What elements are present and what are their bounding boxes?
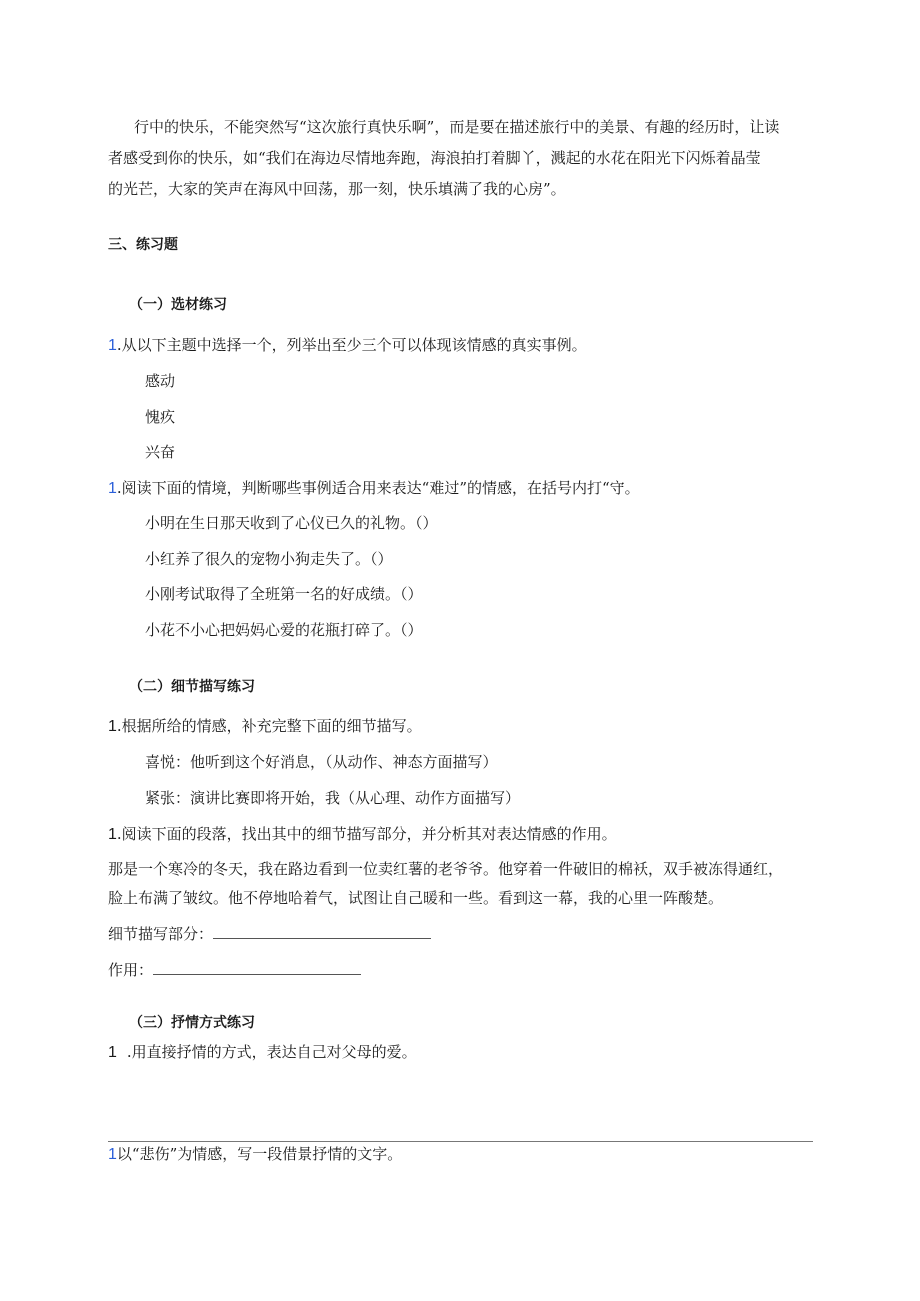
option-item: 愧疚 xyxy=(145,408,176,426)
detail-item: 喜悦：他听到这个好消息，（从动作、神态方面描写） xyxy=(145,753,498,771)
question-text: .用直接抒情的方式，表达自己对父母的爱。 xyxy=(126,1043,417,1061)
question-text: .根据所给的情感，补充完整下面的细节描写。 xyxy=(116,717,422,735)
part3-q2 xyxy=(108,1143,402,1164)
question-number: 1 xyxy=(108,1044,117,1061)
intro-line-2: 者感受到你的快乐，如“我们在海边尽情地奔跑，海浪拍打着脚丫，溅起的水花在阳光下闪烁着晶莹 xyxy=(108,149,761,167)
effect-answer-blank[interactable] xyxy=(153,960,361,975)
effect-label: 作用： xyxy=(108,961,154,979)
scenario-item: 小刚考试取得了全班第一名的好成绩。（） xyxy=(145,585,423,603)
scenario-item: 小明在生日那天收到了心仪已久的礼物。（） xyxy=(145,514,438,532)
option-item: 兴奋 xyxy=(145,443,176,461)
part1-q1 xyxy=(108,334,587,355)
passage-line-2: 脸上布满了皱纹。他不停地哈着气，试图让自己暖和一些。看到这一幕，我的心里一阵酸楚。 xyxy=(108,889,724,907)
detail-label: 细节描写部分： xyxy=(108,925,214,943)
intro-line-1: 行中的快乐，不能突然写“这次旅行真快乐啊”，而是要在描述旅行中的美景、有趣的经历时，让读 xyxy=(134,118,780,136)
part2-q1 xyxy=(108,715,422,736)
question-number: 1 xyxy=(108,337,117,354)
question-number: 1 xyxy=(108,826,117,843)
question-number: 1 xyxy=(108,480,117,497)
part2-q2 xyxy=(108,823,617,844)
question-text: .阅读下面的段落，找出其中的细节描写部分，并分析其对表达情感的作用。 xyxy=(116,825,617,843)
question-text: .从以下主题中选择一个，列举出至少三个可以体现该情感的真实事例。 xyxy=(116,336,587,354)
part1-q2 xyxy=(108,477,640,498)
detail-item: 紧张：演讲比赛即将开始，我（从心理、动作方面描写） xyxy=(145,789,521,807)
part2-title: （二）细节描写练习 xyxy=(129,679,255,695)
detail-answer-row xyxy=(108,923,431,944)
question-text: .阅读下面的情境，判断哪些事例适合用来表达“难过”的情感，在括号内打“守。 xyxy=(116,479,640,497)
question-number: 1 xyxy=(108,1146,117,1163)
effect-answer-row xyxy=(108,959,361,980)
intro-line-3: 的光芒，大家的笑声在海风中回荡，那一刻，快乐填满了我的心房”。 xyxy=(108,180,566,198)
passage-line-1: 那是一个寒冷的冬天，我在路边看到一位卖红薯的老爷爷。他穿着一件破旧的棉袄，双手被冻得通红， xyxy=(108,860,784,878)
question-text: 以“悲伤”为情感，写一段借景抒情的文字。 xyxy=(116,1145,403,1163)
option-item: 感动 xyxy=(145,372,176,390)
part1-title: （一）选材练习 xyxy=(129,297,227,313)
divider-line xyxy=(108,1141,813,1142)
detail-answer-blank[interactable] xyxy=(213,924,431,939)
scenario-item: 小花不小心把妈妈心爱的花瓶打碎了。（） xyxy=(145,621,423,639)
question-number: 1 xyxy=(108,718,117,735)
section-title-exercises: 三、练习题 xyxy=(108,237,178,253)
part3-title: （三）抒情方式练习 xyxy=(129,1015,255,1031)
part3-q1 xyxy=(108,1041,417,1062)
scenario-item: 小红养了很久的宠物小狗走失了。（） xyxy=(145,550,393,568)
